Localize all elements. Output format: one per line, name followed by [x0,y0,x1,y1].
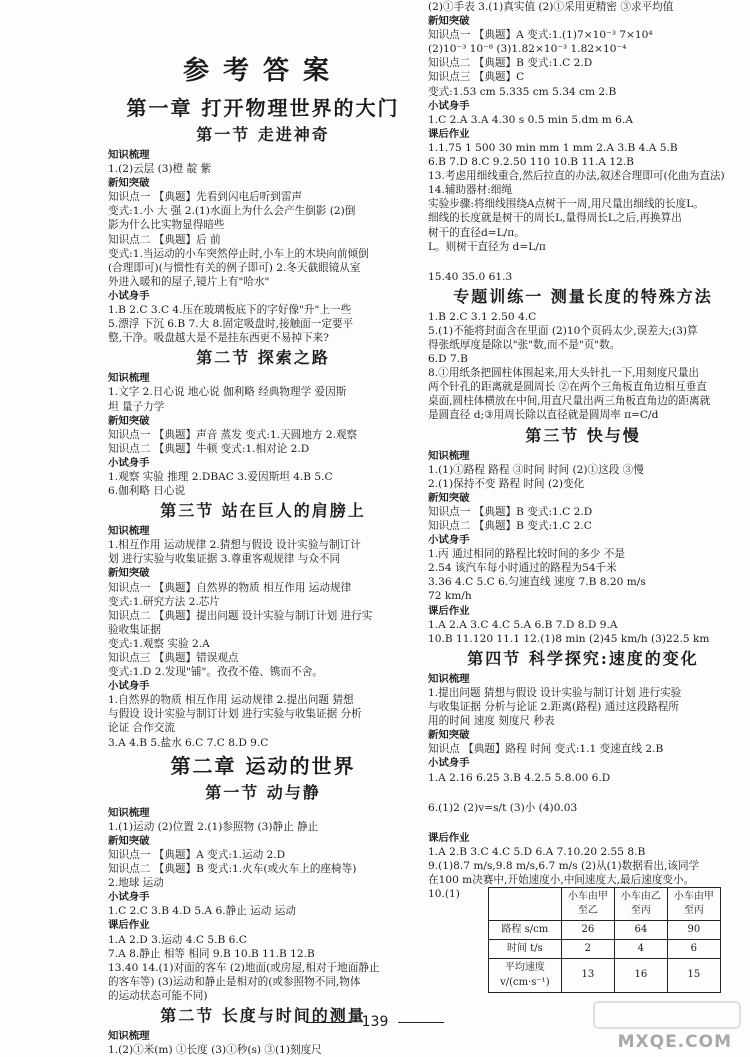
table-header-row [488,888,720,921]
answer-line: 与假设 设计实验与制订计划 进行实验与收集证据 分析 [108,708,362,721]
answer-line: 划 进行实验与收集证据 3.尊重客观规律 与众不同 [108,553,341,566]
answer-line: 知识点一 【典题】自然界的物质 相互作用 运动规律 [108,581,352,594]
answer-line: 知识点一 【典题】声音 蒸发 变式:1.天圆地方 2.观察 [108,428,358,441]
answer-line: 知识点一 【典题】A 变式:1.(1)7×10⁻³ 7×10⁴ [428,29,653,42]
answer-line: 2.地球 运动 [108,877,164,890]
answer-line: 论证 合作交流 [108,722,175,735]
chapter-heading: 第一章 打开物理世界的大门 [126,96,400,120]
answer-line: 在100 m决赛中,开始速度小,中间速度大,最后速度变小。 [428,873,695,886]
answer-line: 10.B 11.120 11.1 12.(1)8 min (2)45 km/h (3)22.5 km [428,632,710,645]
table-cell: 时间 t/s [488,940,561,959]
answer-line: 72 km/h [428,590,472,603]
answer-line: 变式:1.D 2.发现"铺"。孜孜不倦、镌而不舍。 [108,666,323,679]
table-cell: 64 [614,921,667,940]
answer-line: 得张纸厚度是除以"张"数,而不是"页"数。 [428,338,621,351]
answer-line: 树干的直径d=L/π。 [428,226,525,239]
answer-line: 知识点 【典题】路程 时间 变式:1.1 变速直线 2.B [428,743,664,756]
chapter-heading: 第二章 运动的世界 [170,753,356,778]
table-cell: 16 [614,959,667,992]
answer-line: 验收集证据 [108,623,161,636]
answer-line: 1.C 2.C 3.B 4.D 5.A 6.静止 运动 运动 [108,905,296,918]
answer-line: 1.A 2.D 3.运动 4.C 5.B 6.C [108,933,247,946]
table-cell: 6 [667,940,720,959]
subsection-label: 小试身手 [428,534,470,547]
spacer [428,254,738,270]
answer-line: 2.(1)保持不变 路程 时间 (2)变化 [428,477,585,490]
page-title: 参考答案 [182,56,343,86]
subsection-label: 新知突破 [108,567,150,580]
answer-line: 1.丙 通过相同的路程比较时间的多少 不是 [428,548,625,561]
table-header-cell [488,888,561,921]
subsection-label: 新知突破 [428,491,470,504]
watermark-url: MXQE.COM [617,1032,732,1052]
table-row [488,940,720,959]
subsection-label: 小试身手 [428,757,470,770]
answer-line: 知识点二 【典题】提出问题 设计实验与制订计划 进行实 [108,609,373,622]
table-cell: 2 [561,940,614,959]
subsection-label: 知识梳理 [108,149,150,161]
answer-line: 2.54 该汽车每小时通过的路程为54千米 [428,562,617,575]
section-heading: 第三节 站在巨人的肩膀上 [160,501,366,521]
answer-line: 1.C 2.A 3.A 4.30 s 0.5 min 5.dm m 6.A [428,113,633,126]
subsection-label: 课后作业 [428,604,470,617]
table-row [488,959,720,992]
answer-line: 1.文字 2.日心说 地心说 伽利略 经典物理学 爱因斯 [108,386,347,399]
speed-table [488,887,721,993]
answer-line: 1.A 2.B 3.C 4.C 5.D 6.A 7.10.20 2.55 8.B [428,845,646,858]
subsection-label: 小试身手 [428,99,470,112]
answer-line: 1.A 2.16 6.25 3.B 4.2.5 5.8.00 6.D [428,771,611,784]
answer-line: 两个针孔的距离就是圆周长 ②在两个三角板直角边相互垂直 [428,381,707,394]
subsection-label: 小试身手 [108,456,150,469]
answer-line: 1.A 2.A 3.C 4.C 5.A 6.B 7.D 8.D 9.A [428,618,618,631]
table-cell: 15 [667,959,720,992]
answer-line: 6.(1)2 (2)v=s/t (3)小 (4)0.03 [428,801,578,814]
page-number-rule-right [398,1022,444,1023]
answer-line: 的客车等) (3)运动和静止是相对的(或参照物不同,物体 [108,975,361,988]
spacer [428,785,738,801]
table-header-cell: 小车由甲至乙 [561,888,614,921]
right-column [428,0,738,993]
answer-line: 1.(2)云层 (3)橙 靛 紫 [108,163,212,176]
subsection-label: 知识梳理 [428,672,470,685]
table-cell: 路程 s/cm [488,921,561,940]
table-header-cell: 小车由甲至丙 [667,888,720,921]
answer-line: 1.相互作用 运动规律 2.猜想与假设 设计实验与制订计 [108,539,361,552]
spacer [428,815,738,831]
answer-line: 1.(1)①路程 路程 ③时间 时间 (2)①这段 ③慢 [428,463,644,476]
section-heading: 第三节 快与慢 [525,425,641,445]
answer-line: 变式:1.53 cm 5.335 cm 5.34 cm 2.B [428,85,617,98]
table-cell: 4 [614,940,667,959]
answer-line: (合理即可)(与惯性有关的例子即可) 2.冬天截眼镜从室 [108,261,361,274]
subsection-label: 课后作业 [428,831,470,844]
answer-line: 1.(2)①米(m) ①长度 (3)①秒(s) ③(1)刻度尺 [108,1044,322,1057]
answer-line: 1.提出问题 猜想与假设 设计实验与制订计划 进行实验 [428,686,682,699]
answer-line: 知识点三 【典题】C [428,71,525,84]
subsection-label: 课后作业 [428,127,470,140]
subsection-label: 新知突破 [428,15,470,28]
answer-line: 变式:1.研究方法 2.芯片 [108,595,220,608]
answer-line: L。则树干直径为 d=L/π [428,240,546,253]
answer-line: 1.自然界的物质 相互作用 运动规律 2.提出问题 猜想 [108,694,354,707]
answer-line: 9.(1)8.7 m/s,9.8 m/s,6.7 m/s (2)从(1)数据看出,该同学 [428,859,700,872]
subsection-label: 知识梳理 [108,1029,150,1042]
answer-line: 1.(1)运动 (2)位置 2.(1)参照物 (3)静止 静止 [108,820,319,833]
answer-line: 6.B 7.D 8.C 9.2.50 110 10.B 11.A 12.B [428,156,634,169]
answer-line: 知识点二 【典题】B 变式:1.火车(或火车上的座椅等) [108,863,357,876]
table-cell: 平均速度 v/(cm·s⁻¹) [488,959,561,992]
answer-line: (2)10⁻³ 10⁻⁸ (3)1.82×10⁻³ 1.82×10⁻⁴ [428,43,627,56]
answer-line: 3.36 4.C 5.C 6.匀速直线 速度 7.B 8.20 m/s [428,576,646,589]
answer-line: 整,干净。吸盘越大是不是挂东西更不易掉下来? [108,332,329,345]
answer-line: 1.1.75 1 500 30 min mm 1 mm 2.A 3.B 4.A 5.B [428,141,678,154]
section-heading: 第二节 探索之路 [196,348,330,368]
left-column [108,0,418,1057]
answer-line: 5.(1)不能将封面含在里面 (2)10个页码太少,误差大;(3)算 [428,324,698,337]
answer-line: 1.B 2.C 3.C 4.压在玻璃板底下的字好像"升"上一些 [108,304,352,317]
section-heading: 第四节 科学探究:速度的变化 [467,648,699,668]
answer-line: 变式:1.小 大 强 2.(1)水面上为什么会产生倒影 (2)倒 [108,205,356,218]
subsection-label: 知识梳理 [428,449,470,462]
subsection-label: 新知突破 [428,729,470,742]
subsection-label: 小试身手 [108,680,150,693]
table-cell: 90 [667,921,720,940]
answer-line: 知识点二 【典题】B 变式:1.C 2.D [428,57,593,70]
answer-line: 5.漂浮 下沉 6.B 7.大 8.固定吸盘时,接触面一定要平 [108,318,354,331]
answer-line: 的运动状态可能不同) [108,989,208,1002]
answer-line: 知识点一 【典题】A 变式:1.运动 2.D [108,848,286,861]
page-number-text: 139 [361,1014,389,1030]
answer-line: 知识点一 【典题】B 变式:1.C 2.D [428,505,593,518]
table-cell: 13 [561,959,614,992]
answer-line: 外进入暖和的屋子,镜片上有"哈水" [108,275,270,288]
answer-line: 3.A 4.B 5.盐水 6.C 7.C 8.D 9.C [108,736,269,749]
subsection-label: 新知突破 [108,414,150,427]
table-label: 10.(1) [428,888,460,901]
answer-line: 变式:1.当运动的小车突然停止时,小车上的木块向前倾倒 [108,247,369,260]
answer-line: 13.40 14.(1)对面的客车 (2)地面(或房屋,相对于地面静止 [108,961,380,974]
answer-line: 7.A 8.静止 相等 相同 9.B 10.B 11.B 12.B [108,947,315,960]
answer-line: 知识点二 【典题】后 前 [108,233,221,246]
subsection-label: 知识梳理 [108,372,150,385]
subsection-label: 小试身手 [108,891,150,904]
answer-line: 实验步骤:将细线围绕A点树干一周,用尺量出细线的长度L。 [428,198,704,211]
subsection-label: 新知突破 [108,177,150,190]
page-number-rule-left [306,1022,352,1023]
answer-line: 14.辅助器材:细绳 [428,184,512,197]
answer-line: 桌面,圆柱体横放在中间,用直尺量出两三角板直角边的距离就 [428,395,711,408]
subsection-label: 知识梳理 [108,525,150,538]
answer-line: 坦 量子力学 [108,400,165,413]
answer-line: 变式:1.观察 实验 2.A [108,637,210,650]
section-heading: 第二节 长度与时间的测量 [160,1005,366,1025]
section-heading: 专题训练一 测量长度的特殊方法 [453,286,713,306]
table-row [488,921,720,940]
answer-line: 是圆直径 d;③用周长除以直径就是圆周率 π=C/d [428,409,659,422]
section-heading: 第一节 走进神奇 [196,125,330,144]
table-header-cell: 小车由乙至丙 [614,888,667,921]
answer-line: 知识点三 【典题】错误观点 [108,652,239,664]
answer-line: 6.D 7.B [428,353,468,366]
answer-line: (2)①手表 3.(1)真实值 (2)①采用更精密 ③求平均值 [428,1,674,13]
answer-line: 1.观察 实验 推理 2.DBAC 3.爱因斯坦 4.B 5.C [108,470,333,483]
answer-table-block [428,887,738,993]
answer-line: 影为什么比实物显得暗些 [108,219,225,232]
answer-line: 与收集证据 分析与论证 2.距离(路程) 通过这段路程所 [428,701,679,714]
answer-line: 知识点二 【典题】牛顿 变式:1.相对论 2.D [108,442,310,455]
answer-line: 8.①用纸条把圆柱体围起来,用大头针扎一下,用刻度尺量出 [428,367,700,380]
subsection-label: 新知突破 [108,834,150,847]
answer-line: 1.B 2.C 3.1 2.50 4.C [428,310,537,323]
answer-line: 细线的长度就是树干的周长L,量得周长L之后,再换算出 [428,212,682,225]
section-heading: 第一节 动与静 [205,782,321,802]
answer-line: 知识点一 【典题】先看到闪电后听到雷声 [108,191,303,204]
answer-line: 6.伽利略 日心说 [108,485,186,498]
answer-line: 13.考虑用细线重合,然后拉直的办法,叙述合理即可(化曲为直法) [428,170,725,183]
subsection-label: 知识梳理 [108,806,150,819]
subsection-label: 课后作业 [108,919,150,932]
answer-line: 用的时间 速度 刻度尺 秒表 [428,715,555,728]
answer-line: 15.40 35.0 61.3 [428,270,513,283]
answer-line: 知识点二 【典题】B 变式:1.C 2.C [428,520,592,532]
table-cell: 26 [561,921,614,940]
subsection-label: 小试身手 [108,289,150,302]
